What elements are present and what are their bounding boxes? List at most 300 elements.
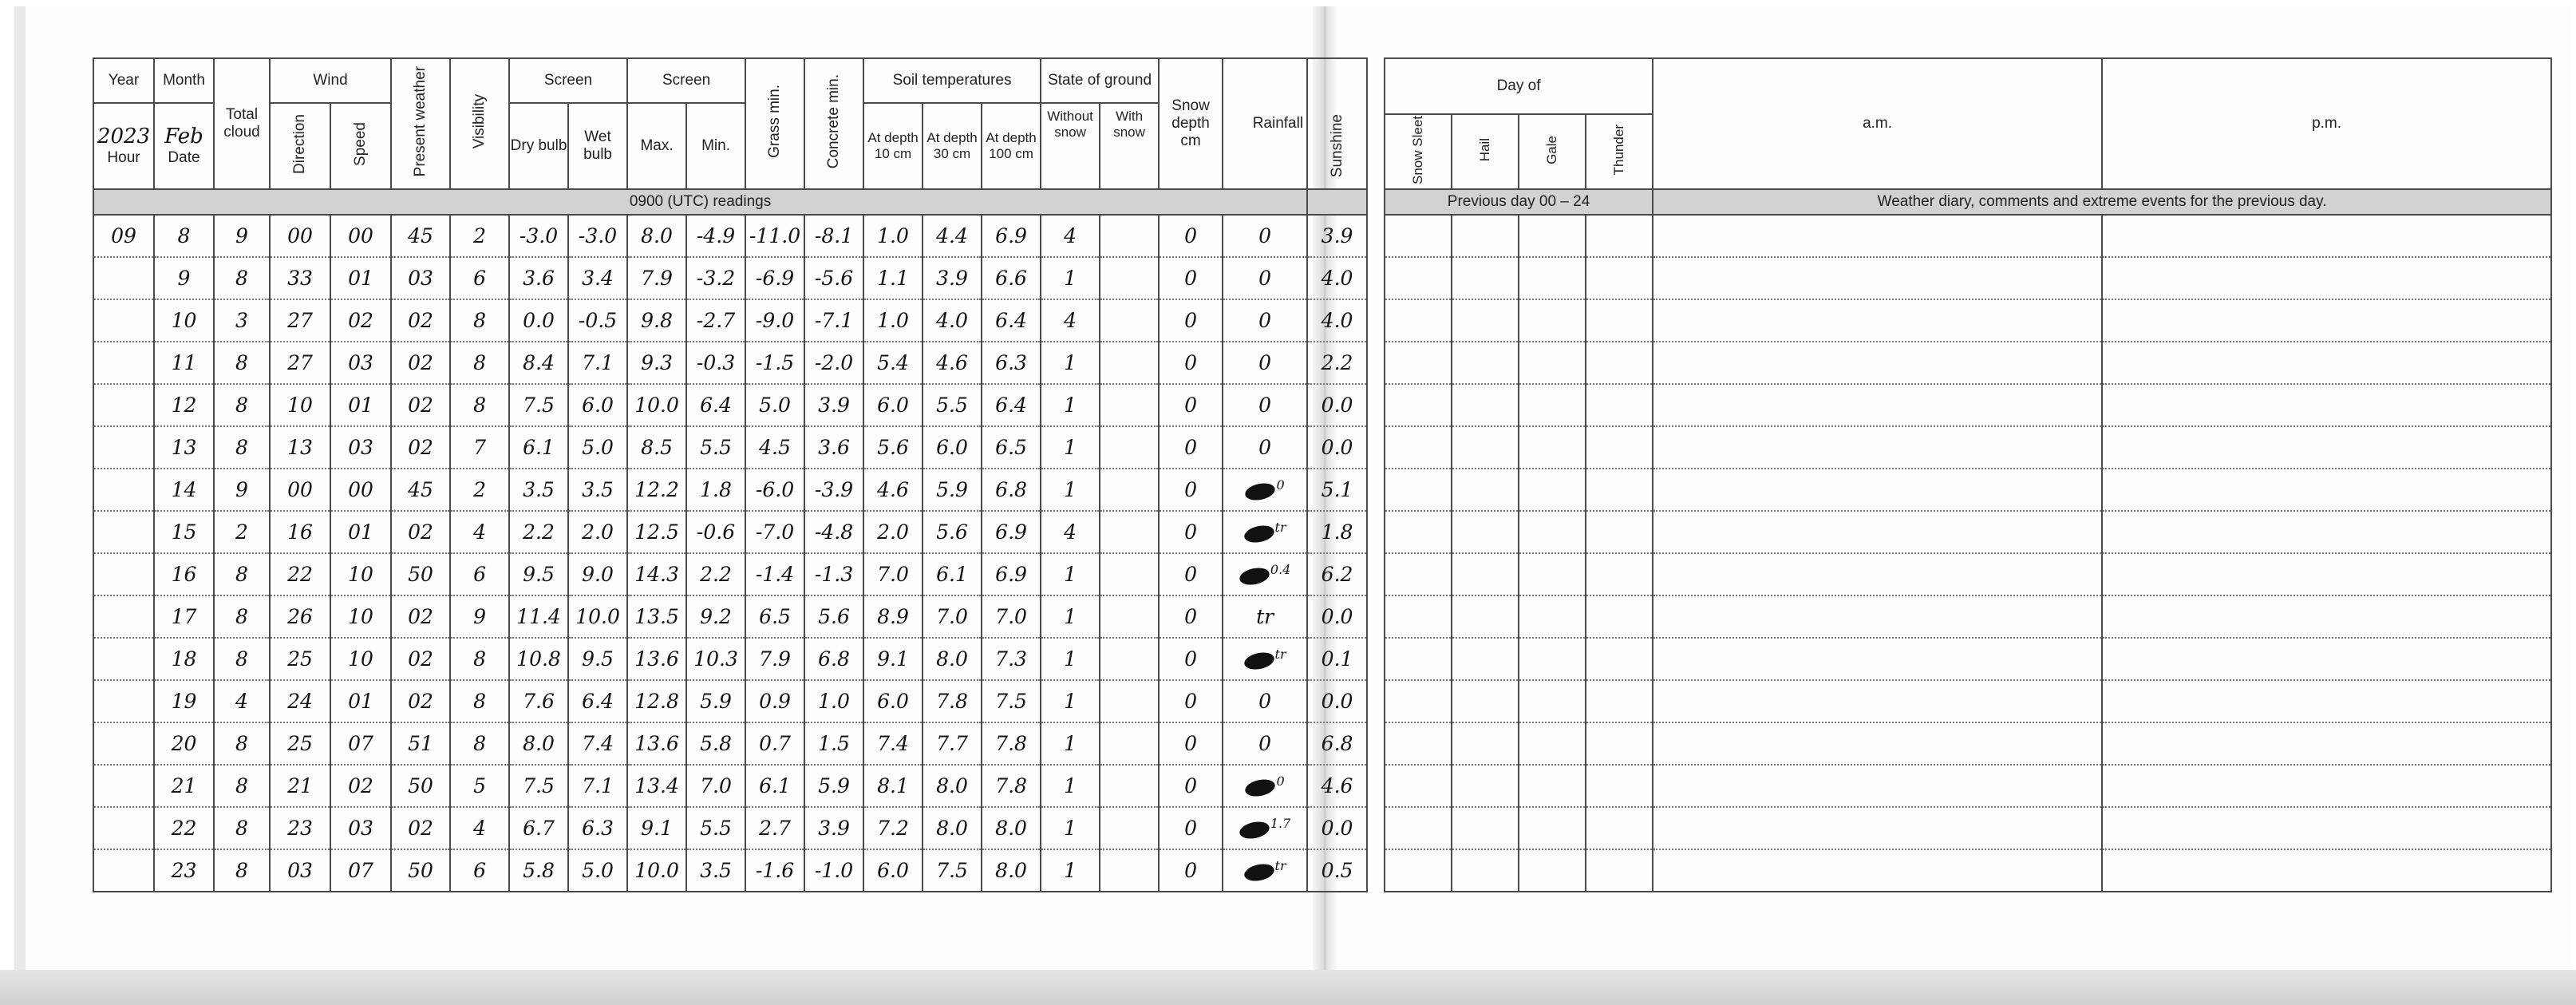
wet-bulb-cell[interactable]: 6.3 <box>568 807 627 849</box>
snow-depth-cell[interactable]: 0 <box>1159 511 1223 553</box>
max-temp-cell[interactable]: 14.3 <box>627 553 686 595</box>
sunshine-cell[interactable]: 0.1 <box>1307 638 1367 680</box>
snow-sleet-cell[interactable] <box>1385 299 1452 342</box>
hour-cell[interactable] <box>93 849 154 892</box>
concrete-min-cell[interactable]: -1.3 <box>804 553 863 595</box>
gale-cell[interactable] <box>1519 849 1586 892</box>
soil-100cm-cell[interactable]: 6.4 <box>982 384 1041 426</box>
hour-cell[interactable] <box>93 807 154 849</box>
am-diary-cell[interactable] <box>1653 384 2102 426</box>
visibility-cell[interactable]: 8 <box>450 342 509 384</box>
ground-with-snow-cell[interactable] <box>1100 553 1159 595</box>
am-diary-cell[interactable] <box>1653 426 2102 469</box>
ground-with-snow-cell[interactable] <box>1100 595 1159 638</box>
sunshine-cell[interactable]: 0.0 <box>1307 384 1367 426</box>
snow-sleet-cell[interactable] <box>1385 553 1452 595</box>
min-temp-cell[interactable]: 6.4 <box>686 384 745 426</box>
min-temp-cell[interactable]: -2.7 <box>686 299 745 342</box>
wind-direction-cell[interactable]: 27 <box>270 299 330 342</box>
rainfall-cell[interactable] <box>1223 257 1307 299</box>
wind-speed-cell[interactable]: 03 <box>330 426 391 469</box>
present-weather-cell[interactable]: 02 <box>391 595 450 638</box>
soil-10cm-cell[interactable]: 8.1 <box>863 765 923 807</box>
visibility-cell[interactable]: 5 <box>450 765 509 807</box>
snow-sleet-cell[interactable] <box>1385 595 1452 638</box>
max-temp-cell[interactable]: 13.5 <box>627 595 686 638</box>
dry-bulb-cell[interactable]: 6.1 <box>509 426 568 469</box>
gale-cell[interactable] <box>1519 257 1586 299</box>
dry-bulb-cell[interactable]: 7.5 <box>509 765 568 807</box>
wet-bulb-cell[interactable]: 3.5 <box>568 469 627 511</box>
hail-cell[interactable] <box>1452 765 1519 807</box>
wind-speed-cell[interactable]: 01 <box>330 257 391 299</box>
hour-cell[interactable] <box>93 511 154 553</box>
date-cell[interactable]: 11 <box>154 342 214 384</box>
present-weather-cell[interactable]: 50 <box>391 849 450 892</box>
hail-cell[interactable] <box>1452 807 1519 849</box>
present-weather-cell[interactable]: 02 <box>391 426 450 469</box>
soil-100cm-cell[interactable]: 6.3 <box>982 342 1041 384</box>
grass-min-cell[interactable]: -1.4 <box>745 553 804 595</box>
rainfall-cell[interactable] <box>1223 426 1307 469</box>
soil-10cm-cell[interactable]: 5.4 <box>863 342 923 384</box>
visibility-cell[interactable]: 6 <box>450 553 509 595</box>
grass-min-cell[interactable]: 4.5 <box>745 426 804 469</box>
grass-min-cell[interactable]: -1.5 <box>745 342 804 384</box>
wind-direction-cell[interactable]: 24 <box>270 680 330 722</box>
thunder-cell[interactable] <box>1586 680 1653 722</box>
snow-depth-cell[interactable]: 0 <box>1159 215 1223 257</box>
thunder-cell[interactable] <box>1586 215 1653 257</box>
rainfall-cell[interactable] <box>1223 299 1307 342</box>
wind-direction-cell[interactable]: 27 <box>270 342 330 384</box>
am-diary-cell[interactable] <box>1653 849 2102 892</box>
soil-10cm-cell[interactable]: 1.0 <box>863 215 923 257</box>
grass-min-cell[interactable]: 0.9 <box>745 680 804 722</box>
total-cloud-cell[interactable]: 8 <box>214 426 270 469</box>
soil-10cm-cell[interactable]: 6.0 <box>863 680 923 722</box>
snow-sleet-cell[interactable] <box>1385 680 1452 722</box>
soil-10cm-cell[interactable]: 9.1 <box>863 638 923 680</box>
visibility-cell[interactable]: 2 <box>450 469 509 511</box>
am-diary-cell[interactable] <box>1653 722 2102 765</box>
sunshine-cell[interactable]: 4.6 <box>1307 765 1367 807</box>
wet-bulb-cell[interactable]: 9.5 <box>568 638 627 680</box>
wind-speed-cell[interactable]: 01 <box>330 680 391 722</box>
present-weather-cell[interactable]: 45 <box>391 215 450 257</box>
total-cloud-cell[interactable]: 2 <box>214 511 270 553</box>
soil-100cm-cell[interactable]: 6.8 <box>982 469 1041 511</box>
hour-cell[interactable]: 09 <box>93 215 154 257</box>
min-temp-cell[interactable]: 9.2 <box>686 595 745 638</box>
wind-direction-cell[interactable]: 13 <box>270 426 330 469</box>
hour-cell[interactable] <box>93 680 154 722</box>
date-cell[interactable]: 17 <box>154 595 214 638</box>
soil-30cm-cell[interactable]: 4.6 <box>923 342 982 384</box>
min-temp-cell[interactable]: 1.8 <box>686 469 745 511</box>
wet-bulb-cell[interactable]: 2.0 <box>568 511 627 553</box>
min-temp-cell[interactable]: 5.9 <box>686 680 745 722</box>
thunder-cell[interactable] <box>1586 849 1653 892</box>
wind-speed-cell[interactable]: 01 <box>330 511 391 553</box>
rainfall-cell[interactable] <box>1223 595 1307 638</box>
thunder-cell[interactable] <box>1586 807 1653 849</box>
total-cloud-cell[interactable]: 3 <box>214 299 270 342</box>
present-weather-cell[interactable]: 45 <box>391 469 450 511</box>
max-temp-cell[interactable]: 10.0 <box>627 384 686 426</box>
gale-cell[interactable] <box>1519 680 1586 722</box>
soil-10cm-cell[interactable]: 8.9 <box>863 595 923 638</box>
pm-diary-cell[interactable] <box>2102 722 2551 765</box>
concrete-min-cell[interactable]: 1.0 <box>804 680 863 722</box>
visibility-cell[interactable]: 4 <box>450 511 509 553</box>
hail-cell[interactable] <box>1452 384 1519 426</box>
gale-cell[interactable] <box>1519 342 1586 384</box>
wind-speed-cell[interactable]: 02 <box>330 765 391 807</box>
date-cell[interactable]: 22 <box>154 807 214 849</box>
date-cell[interactable]: 13 <box>154 426 214 469</box>
soil-30cm-cell[interactable]: 5.9 <box>923 469 982 511</box>
sunshine-cell[interactable]: 2.2 <box>1307 342 1367 384</box>
min-temp-cell[interactable]: 5.5 <box>686 807 745 849</box>
wind-direction-cell[interactable]: 16 <box>270 511 330 553</box>
snow-depth-cell[interactable]: 0 <box>1159 765 1223 807</box>
pm-diary-cell[interactable] <box>2102 680 2551 722</box>
snow-sleet-cell[interactable] <box>1385 469 1452 511</box>
soil-10cm-cell[interactable]: 4.6 <box>863 469 923 511</box>
wind-direction-cell[interactable]: 33 <box>270 257 330 299</box>
hour-cell[interactable] <box>93 722 154 765</box>
thunder-cell[interactable] <box>1586 384 1653 426</box>
wind-direction-cell[interactable]: 21 <box>270 765 330 807</box>
grass-min-cell[interactable]: 6.5 <box>745 595 804 638</box>
sunshine-cell[interactable]: 0.0 <box>1307 595 1367 638</box>
soil-100cm-cell[interactable]: 6.4 <box>982 299 1041 342</box>
snow-depth-cell[interactable]: 0 <box>1159 807 1223 849</box>
soil-10cm-cell[interactable]: 2.0 <box>863 511 923 553</box>
rainfall-cell[interactable] <box>1223 215 1307 257</box>
thunder-cell[interactable] <box>1586 553 1653 595</box>
visibility-cell[interactable]: 6 <box>450 257 509 299</box>
gale-cell[interactable] <box>1519 426 1586 469</box>
wind-direction-cell[interactable]: 03 <box>270 849 330 892</box>
soil-100cm-cell[interactable]: 6.6 <box>982 257 1041 299</box>
snow-depth-cell[interactable]: 0 <box>1159 469 1223 511</box>
max-temp-cell[interactable]: 13.6 <box>627 722 686 765</box>
rainfall-cell[interactable] <box>1223 680 1307 722</box>
snow-depth-cell[interactable]: 0 <box>1159 638 1223 680</box>
grass-min-cell[interactable]: -6.0 <box>745 469 804 511</box>
hail-cell[interactable] <box>1452 426 1519 469</box>
date-cell[interactable]: 21 <box>154 765 214 807</box>
sunshine-cell[interactable]: 4.0 <box>1307 257 1367 299</box>
ground-with-snow-cell[interactable] <box>1100 765 1159 807</box>
wet-bulb-cell[interactable]: 9.0 <box>568 553 627 595</box>
soil-100cm-cell[interactable]: 6.5 <box>982 426 1041 469</box>
total-cloud-cell[interactable]: 8 <box>214 342 270 384</box>
soil-30cm-cell[interactable]: 5.5 <box>923 384 982 426</box>
soil-10cm-cell[interactable]: 7.2 <box>863 807 923 849</box>
present-weather-cell[interactable]: 02 <box>391 511 450 553</box>
present-weather-cell[interactable]: 02 <box>391 299 450 342</box>
wet-bulb-cell[interactable]: 6.4 <box>568 680 627 722</box>
visibility-cell[interactable]: 8 <box>450 680 509 722</box>
date-cell[interactable]: 14 <box>154 469 214 511</box>
hour-cell[interactable] <box>93 765 154 807</box>
total-cloud-cell[interactable]: 8 <box>214 849 270 892</box>
concrete-min-cell[interactable]: -8.1 <box>804 215 863 257</box>
gale-cell[interactable] <box>1519 807 1586 849</box>
rainfall-cell[interactable] <box>1223 553 1307 595</box>
min-temp-cell[interactable]: -4.9 <box>686 215 745 257</box>
ground-with-snow-cell[interactable] <box>1100 807 1159 849</box>
thunder-cell[interactable] <box>1586 426 1653 469</box>
gale-cell[interactable] <box>1519 511 1586 553</box>
soil-100cm-cell[interactable]: 7.5 <box>982 680 1041 722</box>
present-weather-cell[interactable]: 02 <box>391 680 450 722</box>
soil-30cm-cell[interactable]: 3.9 <box>923 257 982 299</box>
snow-depth-cell[interactable]: 0 <box>1159 342 1223 384</box>
rainfall-cell[interactable] <box>1223 469 1307 511</box>
snow-sleet-cell[interactable] <box>1385 765 1452 807</box>
thunder-cell[interactable] <box>1586 511 1653 553</box>
concrete-min-cell[interactable]: -2.0 <box>804 342 863 384</box>
pm-diary-cell[interactable] <box>2102 215 2551 257</box>
soil-100cm-cell[interactable]: 7.0 <box>982 595 1041 638</box>
soil-30cm-cell[interactable]: 8.0 <box>923 765 982 807</box>
gale-cell[interactable] <box>1519 595 1586 638</box>
wind-speed-cell[interactable]: 10 <box>330 638 391 680</box>
ground-without-snow-cell[interactable]: 1 <box>1041 595 1100 638</box>
gale-cell[interactable] <box>1519 469 1586 511</box>
soil-10cm-cell[interactable]: 6.0 <box>863 849 923 892</box>
total-cloud-cell[interactable]: 8 <box>214 595 270 638</box>
pm-diary-cell[interactable] <box>2102 807 2551 849</box>
present-weather-cell[interactable]: 02 <box>391 342 450 384</box>
snow-depth-cell[interactable]: 0 <box>1159 299 1223 342</box>
date-cell[interactable]: 10 <box>154 299 214 342</box>
present-weather-cell[interactable]: 50 <box>391 765 450 807</box>
ground-without-snow-cell[interactable]: 4 <box>1041 215 1100 257</box>
wet-bulb-cell[interactable]: 7.1 <box>568 765 627 807</box>
wet-bulb-cell[interactable]: 7.1 <box>568 342 627 384</box>
soil-30cm-cell[interactable]: 7.8 <box>923 680 982 722</box>
min-temp-cell[interactable]: 5.8 <box>686 722 745 765</box>
max-temp-cell[interactable]: 8.5 <box>627 426 686 469</box>
soil-100cm-cell[interactable]: 7.3 <box>982 638 1041 680</box>
snow-depth-cell[interactable]: 0 <box>1159 849 1223 892</box>
ground-with-snow-cell[interactable] <box>1100 426 1159 469</box>
soil-30cm-cell[interactable]: 8.0 <box>923 638 982 680</box>
visibility-cell[interactable]: 8 <box>450 384 509 426</box>
pm-diary-cell[interactable] <box>2102 511 2551 553</box>
am-diary-cell[interactable] <box>1653 807 2102 849</box>
hour-cell[interactable] <box>93 384 154 426</box>
pm-diary-cell[interactable] <box>2102 384 2551 426</box>
total-cloud-cell[interactable]: 8 <box>214 722 270 765</box>
grass-min-cell[interactable]: -1.6 <box>745 849 804 892</box>
pm-diary-cell[interactable] <box>2102 469 2551 511</box>
hail-cell[interactable] <box>1452 257 1519 299</box>
soil-30cm-cell[interactable]: 5.6 <box>923 511 982 553</box>
hail-cell[interactable] <box>1452 469 1519 511</box>
gale-cell[interactable] <box>1519 384 1586 426</box>
soil-100cm-cell[interactable]: 6.9 <box>982 553 1041 595</box>
visibility-cell[interactable]: 2 <box>450 215 509 257</box>
sunshine-cell[interactable]: 5.1 <box>1307 469 1367 511</box>
thunder-cell[interactable] <box>1586 342 1653 384</box>
hail-cell[interactable] <box>1452 595 1519 638</box>
sunshine-cell[interactable]: 1.8 <box>1307 511 1367 553</box>
hour-cell[interactable] <box>93 469 154 511</box>
present-weather-cell[interactable]: 50 <box>391 553 450 595</box>
max-temp-cell[interactable]: 13.4 <box>627 765 686 807</box>
wind-speed-cell[interactable]: 10 <box>330 553 391 595</box>
grass-min-cell[interactable]: 2.7 <box>745 807 804 849</box>
wet-bulb-cell[interactable]: 5.0 <box>568 426 627 469</box>
soil-30cm-cell[interactable]: 7.7 <box>923 722 982 765</box>
total-cloud-cell[interactable]: 9 <box>214 215 270 257</box>
ground-with-snow-cell[interactable] <box>1100 680 1159 722</box>
wind-direction-cell[interactable]: 25 <box>270 722 330 765</box>
min-temp-cell[interactable]: 2.2 <box>686 553 745 595</box>
grass-min-cell[interactable]: -7.0 <box>745 511 804 553</box>
am-diary-cell[interactable] <box>1653 553 2102 595</box>
snow-depth-cell[interactable]: 0 <box>1159 680 1223 722</box>
min-temp-cell[interactable]: -3.2 <box>686 257 745 299</box>
total-cloud-cell[interactable]: 8 <box>214 765 270 807</box>
pm-diary-cell[interactable] <box>2102 553 2551 595</box>
wind-speed-cell[interactable]: 02 <box>330 299 391 342</box>
ground-without-snow-cell[interactable]: 4 <box>1041 511 1100 553</box>
thunder-cell[interactable] <box>1586 469 1653 511</box>
sunshine-cell[interactable]: 0.0 <box>1307 426 1367 469</box>
dry-bulb-cell[interactable]: 3.5 <box>509 469 568 511</box>
sunshine-cell[interactable]: 3.9 <box>1307 215 1367 257</box>
grass-min-cell[interactable]: 6.1 <box>745 765 804 807</box>
wet-bulb-cell[interactable]: -3.0 <box>568 215 627 257</box>
dry-bulb-cell[interactable]: 11.4 <box>509 595 568 638</box>
max-temp-cell[interactable]: 8.0 <box>627 215 686 257</box>
gale-cell[interactable] <box>1519 765 1586 807</box>
snow-sleet-cell[interactable] <box>1385 215 1452 257</box>
ground-with-snow-cell[interactable] <box>1100 638 1159 680</box>
ground-without-snow-cell[interactable]: 1 <box>1041 384 1100 426</box>
date-cell[interactable]: 23 <box>154 849 214 892</box>
total-cloud-cell[interactable]: 8 <box>214 553 270 595</box>
soil-100cm-cell[interactable]: 8.0 <box>982 807 1041 849</box>
ground-without-snow-cell[interactable]: 1 <box>1041 342 1100 384</box>
am-diary-cell[interactable] <box>1653 638 2102 680</box>
soil-10cm-cell[interactable]: 6.0 <box>863 384 923 426</box>
soil-100cm-cell[interactable]: 7.8 <box>982 722 1041 765</box>
dry-bulb-cell[interactable]: 0.0 <box>509 299 568 342</box>
am-diary-cell[interactable] <box>1653 257 2102 299</box>
snow-depth-cell[interactable]: 0 <box>1159 257 1223 299</box>
sunshine-cell[interactable]: 0.5 <box>1307 849 1367 892</box>
thunder-cell[interactable] <box>1586 595 1653 638</box>
total-cloud-cell[interactable]: 8 <box>214 384 270 426</box>
gale-cell[interactable] <box>1519 638 1586 680</box>
wet-bulb-cell[interactable]: -0.5 <box>568 299 627 342</box>
wind-speed-cell[interactable]: 03 <box>330 342 391 384</box>
visibility-cell[interactable]: 8 <box>450 638 509 680</box>
ground-without-snow-cell[interactable]: 1 <box>1041 426 1100 469</box>
grass-min-cell[interactable]: -11.0 <box>745 215 804 257</box>
max-temp-cell[interactable]: 12.8 <box>627 680 686 722</box>
pm-diary-cell[interactable] <box>2102 849 2551 892</box>
sunshine-cell[interactable]: 0.0 <box>1307 680 1367 722</box>
date-cell[interactable]: 9 <box>154 257 214 299</box>
concrete-min-cell[interactable]: 1.5 <box>804 722 863 765</box>
snow-sleet-cell[interactable] <box>1385 722 1452 765</box>
ground-with-snow-cell[interactable] <box>1100 257 1159 299</box>
soil-30cm-cell[interactable]: 7.0 <box>923 595 982 638</box>
am-diary-cell[interactable] <box>1653 765 2102 807</box>
concrete-min-cell[interactable]: 6.8 <box>804 638 863 680</box>
ground-without-snow-cell[interactable]: 1 <box>1041 722 1100 765</box>
wind-speed-cell[interactable]: 03 <box>330 807 391 849</box>
dry-bulb-cell[interactable]: 8.0 <box>509 722 568 765</box>
wet-bulb-cell[interactable]: 6.0 <box>568 384 627 426</box>
max-temp-cell[interactable]: 12.2 <box>627 469 686 511</box>
hour-cell[interactable] <box>93 342 154 384</box>
wind-direction-cell[interactable]: 00 <box>270 215 330 257</box>
wind-direction-cell[interactable]: 00 <box>270 469 330 511</box>
visibility-cell[interactable]: 8 <box>450 299 509 342</box>
ground-without-snow-cell[interactable]: 1 <box>1041 638 1100 680</box>
min-temp-cell[interactable]: 5.5 <box>686 426 745 469</box>
date-cell[interactable]: 15 <box>154 511 214 553</box>
min-temp-cell[interactable]: -0.6 <box>686 511 745 553</box>
rainfall-cell[interactable] <box>1223 807 1307 849</box>
am-diary-cell[interactable] <box>1653 342 2102 384</box>
soil-100cm-cell[interactable]: 6.9 <box>982 215 1041 257</box>
max-temp-cell[interactable]: 9.8 <box>627 299 686 342</box>
wet-bulb-cell[interactable]: 7.4 <box>568 722 627 765</box>
ground-with-snow-cell[interactable] <box>1100 511 1159 553</box>
sunshine-cell[interactable]: 6.2 <box>1307 553 1367 595</box>
date-cell[interactable]: 20 <box>154 722 214 765</box>
wind-direction-cell[interactable]: 10 <box>270 384 330 426</box>
snow-depth-cell[interactable]: 0 <box>1159 722 1223 765</box>
wind-speed-cell[interactable]: 07 <box>330 849 391 892</box>
am-diary-cell[interactable] <box>1653 299 2102 342</box>
hour-cell[interactable] <box>93 299 154 342</box>
max-temp-cell[interactable]: 9.3 <box>627 342 686 384</box>
hour-cell[interactable] <box>93 638 154 680</box>
ground-without-snow-cell[interactable]: 1 <box>1041 257 1100 299</box>
min-temp-cell[interactable]: 10.3 <box>686 638 745 680</box>
rainfall-cell[interactable] <box>1223 722 1307 765</box>
ground-with-snow-cell[interactable] <box>1100 722 1159 765</box>
date-cell[interactable]: 18 <box>154 638 214 680</box>
date-cell[interactable]: 8 <box>154 215 214 257</box>
wet-bulb-cell[interactable]: 3.4 <box>568 257 627 299</box>
concrete-min-cell[interactable]: 5.9 <box>804 765 863 807</box>
thunder-cell[interactable] <box>1586 765 1653 807</box>
soil-100cm-cell[interactable]: 7.8 <box>982 765 1041 807</box>
min-temp-cell[interactable]: 3.5 <box>686 849 745 892</box>
snow-depth-cell[interactable]: 0 <box>1159 384 1223 426</box>
rainfall-cell[interactable] <box>1223 849 1307 892</box>
pm-diary-cell[interactable] <box>2102 342 2551 384</box>
ground-with-snow-cell[interactable] <box>1100 299 1159 342</box>
total-cloud-cell[interactable]: 8 <box>214 257 270 299</box>
soil-30cm-cell[interactable]: 7.5 <box>923 849 982 892</box>
soil-30cm-cell[interactable]: 6.0 <box>923 426 982 469</box>
total-cloud-cell[interactable]: 8 <box>214 807 270 849</box>
